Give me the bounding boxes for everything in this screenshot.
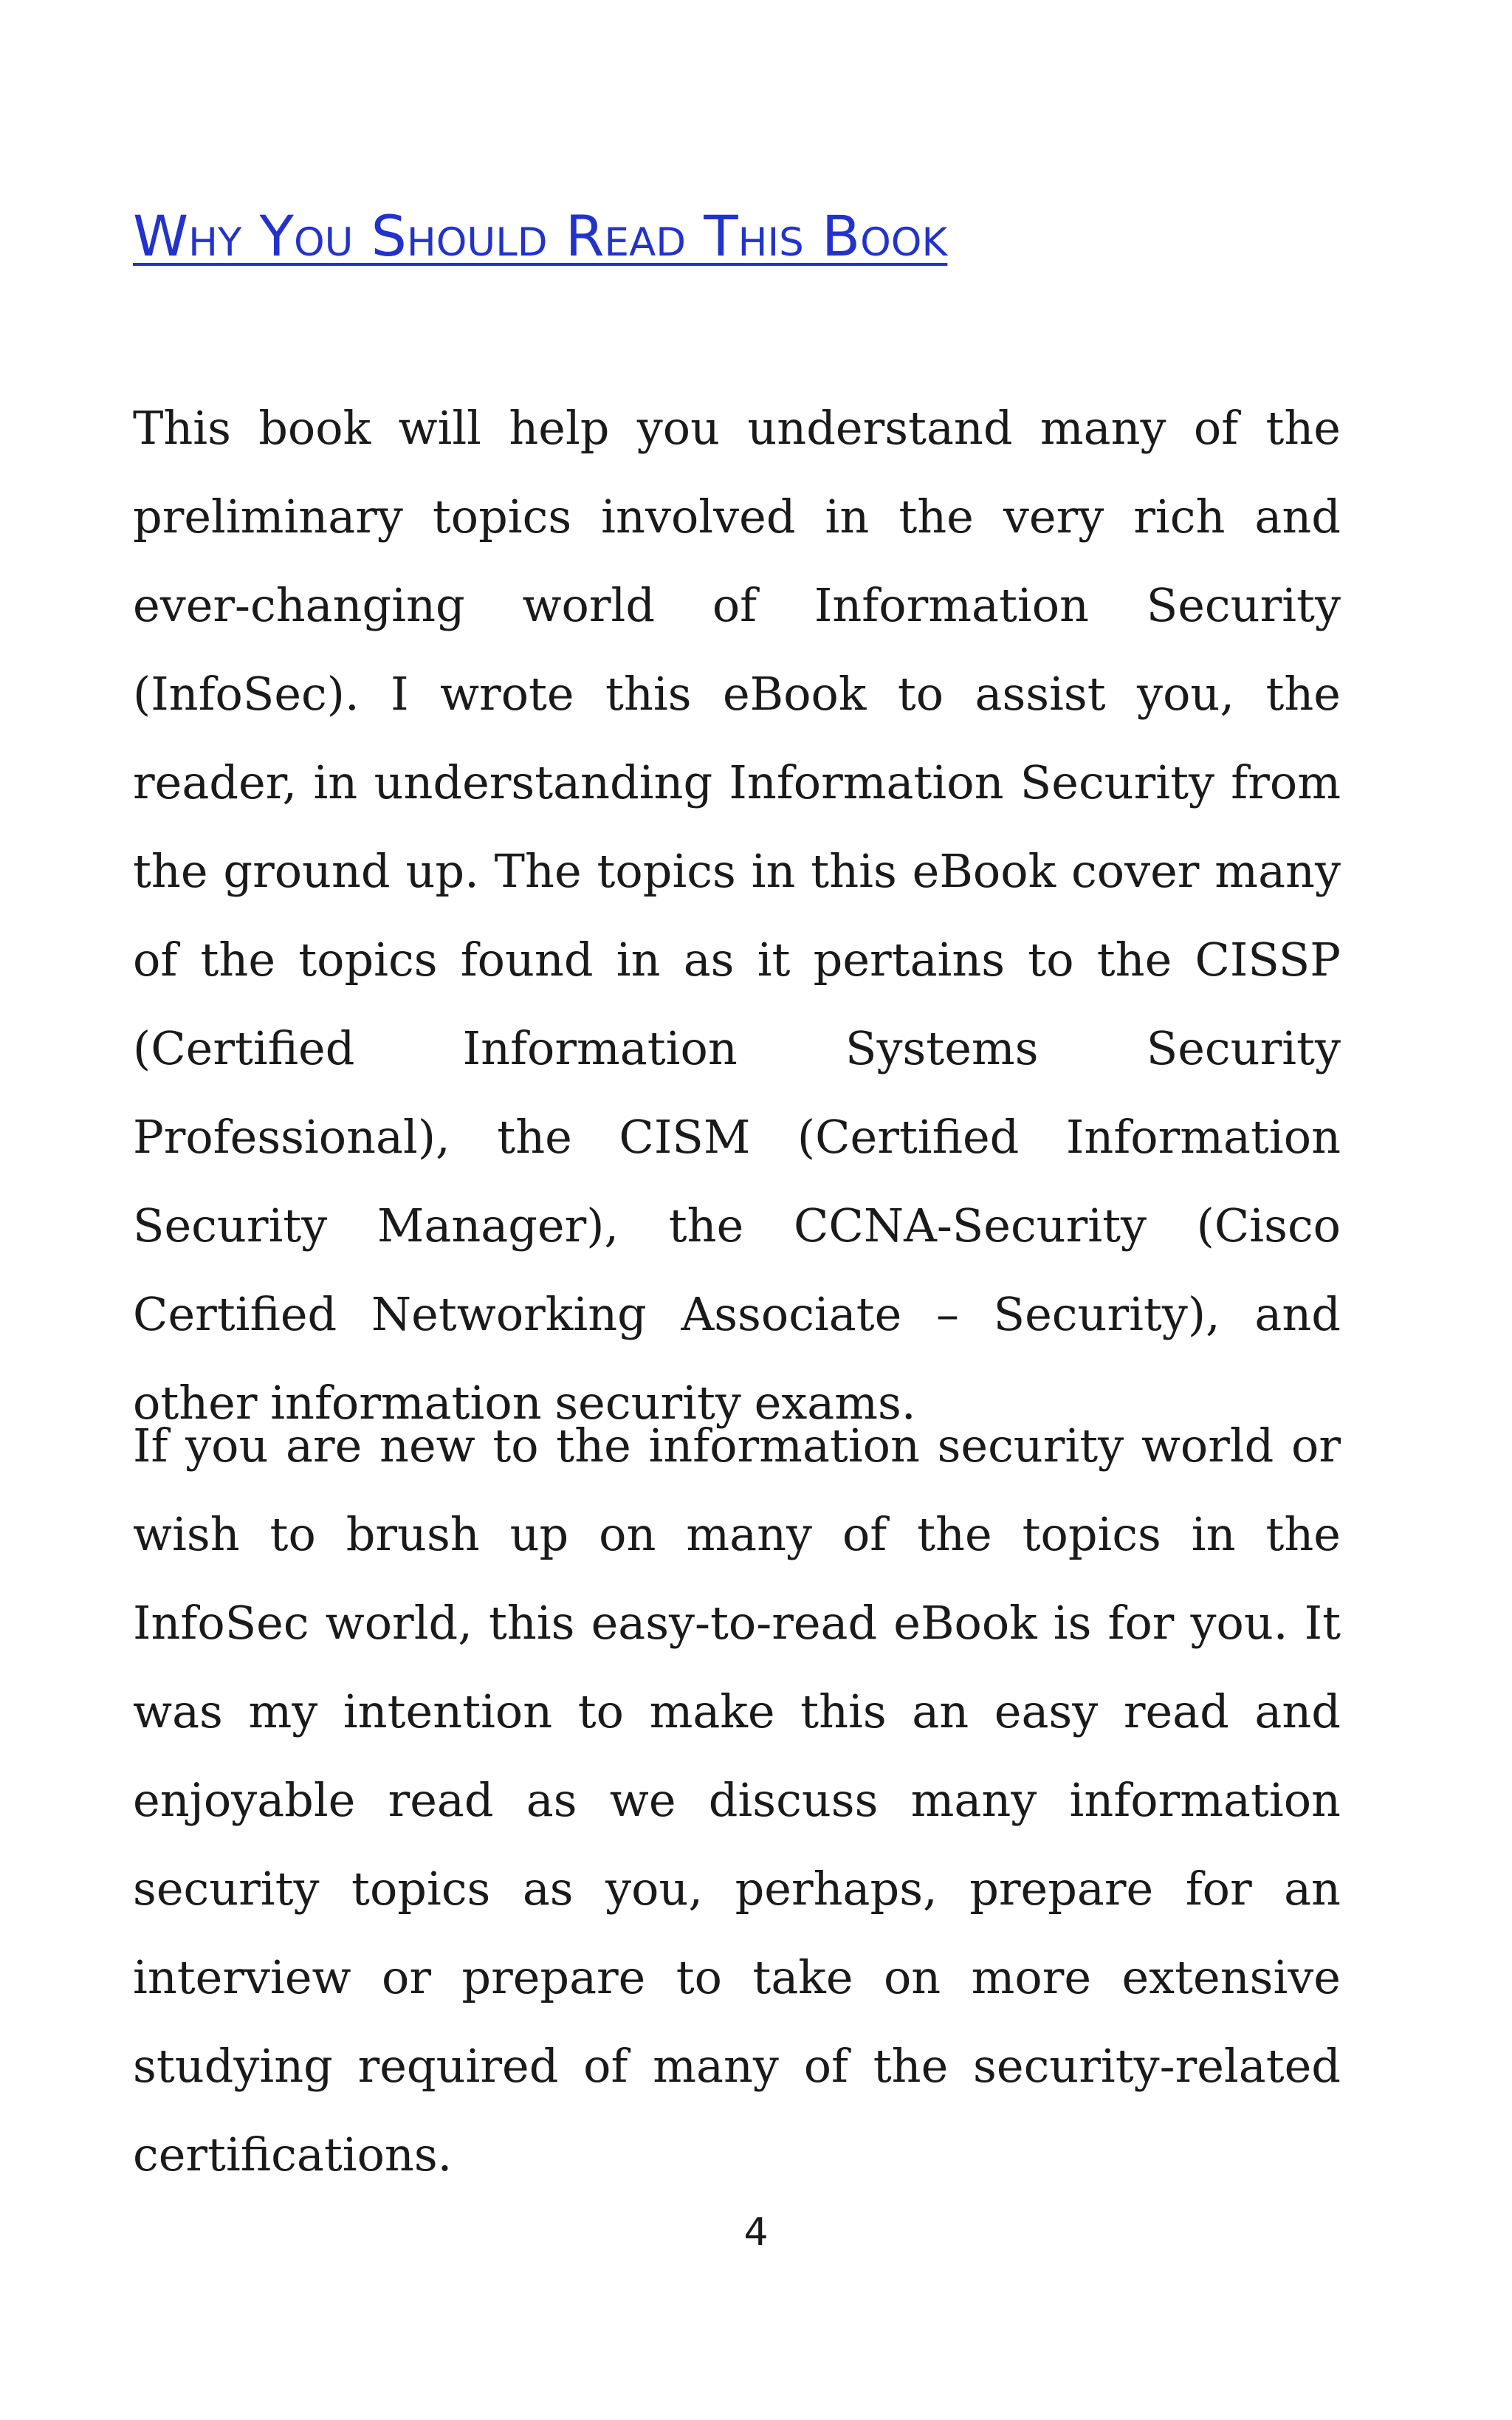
paragraph-intro-container — [133, 384, 1341, 1447]
paragraph-intro: This book will help you understand many of the preliminary topics involved in the very rich and ever-changing world of Information Security (InfoSec). I wrote this eBook to assist you, the reader, in understanding Information Security from the ground up. The topics in this eBook cover many of the topics found in as it pertains to the CISSP (Certified Information Systems Security Professional), the CISM (Certified Information Security Manager), the CCNA-Security (Cisco Certified Networking Associate – Security), and other information security exams. — [133, 401, 1341, 1430]
page-number: 4 — [743, 2210, 769, 2255]
section-heading-link[interactable]: Why You Should Read This Book — [133, 203, 948, 269]
paragraph-audience: If you are new to the information security world or wish to brush up on many of the topics in the InfoSec world, this easy-to-read eBook is for you. It was my intention to make this an easy read and enjoyable read as we discuss many information security topics as you, perhaps, prepare for an interview or prepare to take on more extensive studying required of many of the security-related certifications. — [133, 1419, 1341, 2181]
paragraph-audience-container — [133, 1402, 1341, 2199]
